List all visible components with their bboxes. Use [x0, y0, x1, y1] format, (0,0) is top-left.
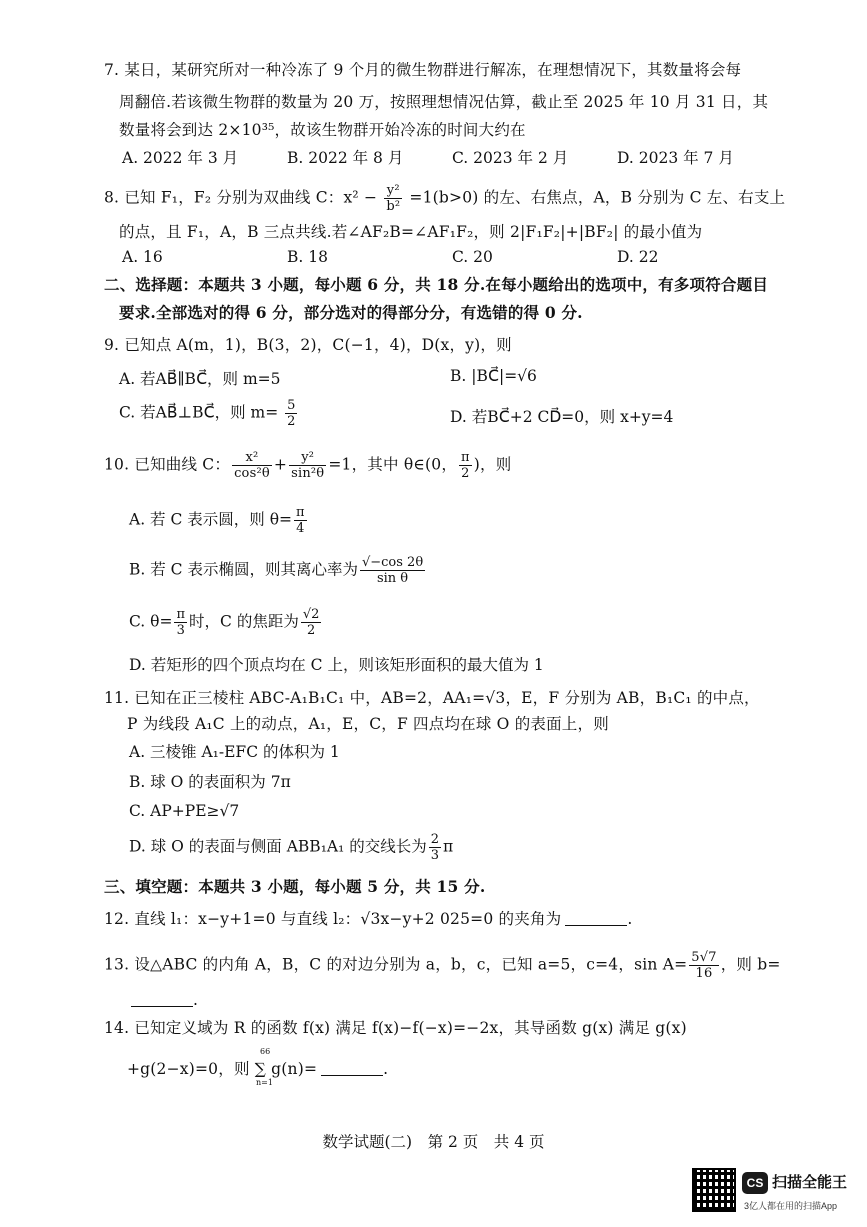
q10-c-mid: 时，C 的焦距为 — [189, 612, 299, 631]
q9-c-den: 2 — [287, 414, 296, 429]
section2-line1: 二、选择题：本题共 3 小题，每小题 6 分，共 18 分.在每小题给出的选项中，有多项符合题目 — [104, 275, 769, 294]
q12-answer-blank[interactable] — [565, 909, 627, 926]
q7-choice-d: D. 2023 年 7 月 — [617, 149, 734, 167]
q9-choice-b: B. |BC⃗|=√6 — [450, 367, 537, 385]
q13-answer-blank[interactable] — [131, 990, 193, 1007]
q10-frac-range — [459, 450, 472, 481]
q10-choice-d: D. 若矩形的四个顶点均在 C 上，则该矩形面积的最大值为 1 — [129, 656, 544, 674]
q11-choice-d — [129, 832, 453, 863]
q11-choice-a: A. 三棱锥 A₁-EFC 的体积为 1 — [129, 743, 340, 761]
q11-line1: 11. 已知在正三棱柱 ABC-A₁B₁C₁ 中，AB=2，AA₁=√3，E，F 分别为 AB，B₁C₁ 的中点， — [104, 689, 760, 707]
camscanner-logo-icon: CS — [742, 1172, 768, 1194]
q10-c-fraction2 — [301, 607, 322, 638]
q11-d-post: π — [443, 837, 454, 856]
q13-line2 — [127, 990, 198, 1010]
q13-fraction — [689, 950, 718, 981]
q11-d-num: 2 — [430, 832, 440, 847]
q8-fraction — [384, 183, 402, 214]
q9-c-num: 5 — [287, 398, 296, 413]
watermark-subtitle: 3亿人都在用的扫描App — [744, 1201, 838, 1211]
q10-choice-c — [129, 607, 323, 638]
q10-c-den1: 3 — [176, 623, 185, 638]
q11-d-fraction — [429, 832, 441, 863]
q7-choice-a: A. 2022 年 3 月 — [122, 149, 239, 167]
q10-f1-num: x² — [232, 450, 272, 466]
q8-text-a: 8. 已知 F₁，F₂ 分别为双曲线 C：x² − — [104, 188, 378, 207]
q10-c-num1: π — [176, 607, 186, 622]
q10-post: )，则 — [473, 455, 512, 474]
q10-f1-den: cos²θ — [234, 466, 270, 481]
q10-stem — [104, 450, 511, 481]
q14-sum-lower: n=1 — [256, 1078, 273, 1087]
q10-plus: + — [273, 455, 288, 474]
q11-line2: P 为线段 A₁C 上的动点，A₁，E，C，F 四点均在球 O 的表面上，则 — [127, 715, 609, 733]
q9-choice-a: A. 若AB⃗∥BC⃗，则 m=5 — [119, 370, 281, 388]
q12-line — [104, 909, 633, 929]
q11-choice-c: C. AP+PE≥√7 — [129, 802, 240, 820]
q8-frac-num: y² — [384, 183, 402, 199]
q13-text: 13. 设△ABC 的内角 A，B，C 的对边分别为 a，b，c，已知 a=5，c=4，sin A= — [104, 955, 688, 974]
q10-choice-a — [129, 505, 309, 536]
watermark-title: 扫描全能王 — [772, 1174, 848, 1191]
q14-answer-blank[interactable] — [321, 1059, 383, 1076]
q10-a-fraction — [294, 505, 307, 536]
q13-den: 16 — [695, 966, 713, 981]
qr-code-icon — [692, 1168, 736, 1212]
q14-sum-upper: 66 — [260, 1047, 271, 1056]
q10-f3-num: π — [461, 450, 470, 465]
q10-a-den: 4 — [296, 521, 305, 536]
q9-c-fraction — [285, 398, 297, 429]
q10-b-den: sin θ — [376, 571, 409, 586]
q8-line2: 的点，且 F₁，A，B 三点共线.若∠AF₂B=∠AF₁F₂，则 2|F₁F₂|+|BF₂| 的最小值为 — [119, 223, 703, 241]
q11-d-den: 3 — [430, 848, 440, 863]
q8-choice-c: C. 20 — [452, 248, 493, 266]
q7-line2: 周翻倍.若该微生物群的数量为 20 万，按照理想情况估算，截止至 2025 年 10 月 31 日，其 — [119, 93, 769, 111]
q10-c-den2: 2 — [306, 623, 316, 638]
q10-c-text: C. θ= — [129, 612, 173, 631]
q9-choice-c — [119, 398, 299, 429]
q10-choice-b — [129, 555, 427, 586]
q10-a-text: A. 若 C 表示圆，则 θ= — [129, 510, 293, 529]
q12-period: . — [627, 910, 633, 928]
q10-mid: =1，其中 θ∈(0， — [328, 455, 458, 474]
q13-line1 — [104, 950, 781, 981]
q8-line1 — [104, 183, 785, 214]
q10-pre: 10. 已知曲线 C： — [104, 455, 231, 474]
q14-line2 — [127, 1059, 388, 1079]
q9-choice-d: D. 若BC⃗+2 CD⃗=0，则 x+y=4 — [450, 408, 674, 426]
q14-line1: 14. 已知定义域为 R 的函数 f(x) 满足 f(x)−f(−x)=−2x，其导函数 g(x) 满足 g(x) — [104, 1019, 687, 1037]
q13-period: . — [193, 991, 199, 1009]
q10-a-num: π — [296, 505, 305, 520]
q11-d-text: D. 球 O 的表面与侧面 ABB₁A₁ 的交线长为 — [129, 837, 427, 856]
q8-choice-d: D. 22 — [617, 248, 659, 266]
q10-b-text: B. 若 C 表示椭圆，则其离心率为 — [129, 560, 358, 579]
q10-f2-num: y² — [289, 450, 326, 466]
q11-choice-b: B. 球 O 的表面积为 7π — [129, 773, 291, 791]
q10-c-num2: √2 — [302, 607, 320, 622]
q14-text: +g(2−x)=0，则 ∑ g(n)= — [127, 1060, 318, 1078]
q10-b-fraction — [360, 555, 425, 586]
q8-choice-b: B. 18 — [287, 248, 328, 266]
q8-text-b: =1(b>0) 的左、右焦点，A，B 分别为 C 左、右支上 — [409, 188, 786, 207]
q7-line3: 数量将会到达 2×10³⁵，故该生物群开始冷冻的时间大约在 — [119, 121, 526, 139]
q14-period: . — [383, 1060, 389, 1078]
section3-heading: 三、填空题：本题共 3 小题，每小题 5 分，共 15 分. — [104, 877, 486, 896]
q10-frac-y — [289, 450, 326, 481]
q10-c-fraction1 — [174, 607, 187, 638]
q10-frac-x — [232, 450, 272, 481]
q10-f3-den: 2 — [461, 466, 470, 481]
section2-line2: 要求.全部选对的得 6 分，部分选对的得部分分，有选错的得 0 分. — [119, 303, 583, 322]
q8-frac-den: b² — [386, 199, 401, 214]
q10-b-num: √−cos 2θ — [361, 555, 424, 570]
q13-post: ，则 b= — [720, 955, 781, 974]
q10-f2-den: sin²θ — [291, 466, 325, 481]
q7-choice-b: B. 2022 年 8 月 — [287, 149, 404, 167]
q9-c-text: C. 若AB⃗⊥BC⃗，则 m= — [119, 403, 279, 422]
q7-line1: 7. 某日，某研究所对一种冷冻了 9 个月的微生物群进行解冻，在理想情况下，其数量将会每 — [104, 61, 742, 79]
q9-stem: 9. 已知点 A(m，1)，B(3，2)，C(−1，4)，D(x，y)，则 — [104, 336, 512, 354]
q8-choice-a: A. 16 — [122, 248, 163, 266]
q12-text: 12. 直线 l₁：x−y+1=0 与直线 l₂：√3x−y+2 025=0 的夹角为 — [104, 910, 562, 928]
q7-choice-c: C. 2023 年 2 月 — [452, 149, 569, 167]
q13-num: 5√7 — [691, 950, 717, 965]
page-footer: 数学试题(二) 第 2 页 共 4 页 — [322, 1133, 545, 1151]
